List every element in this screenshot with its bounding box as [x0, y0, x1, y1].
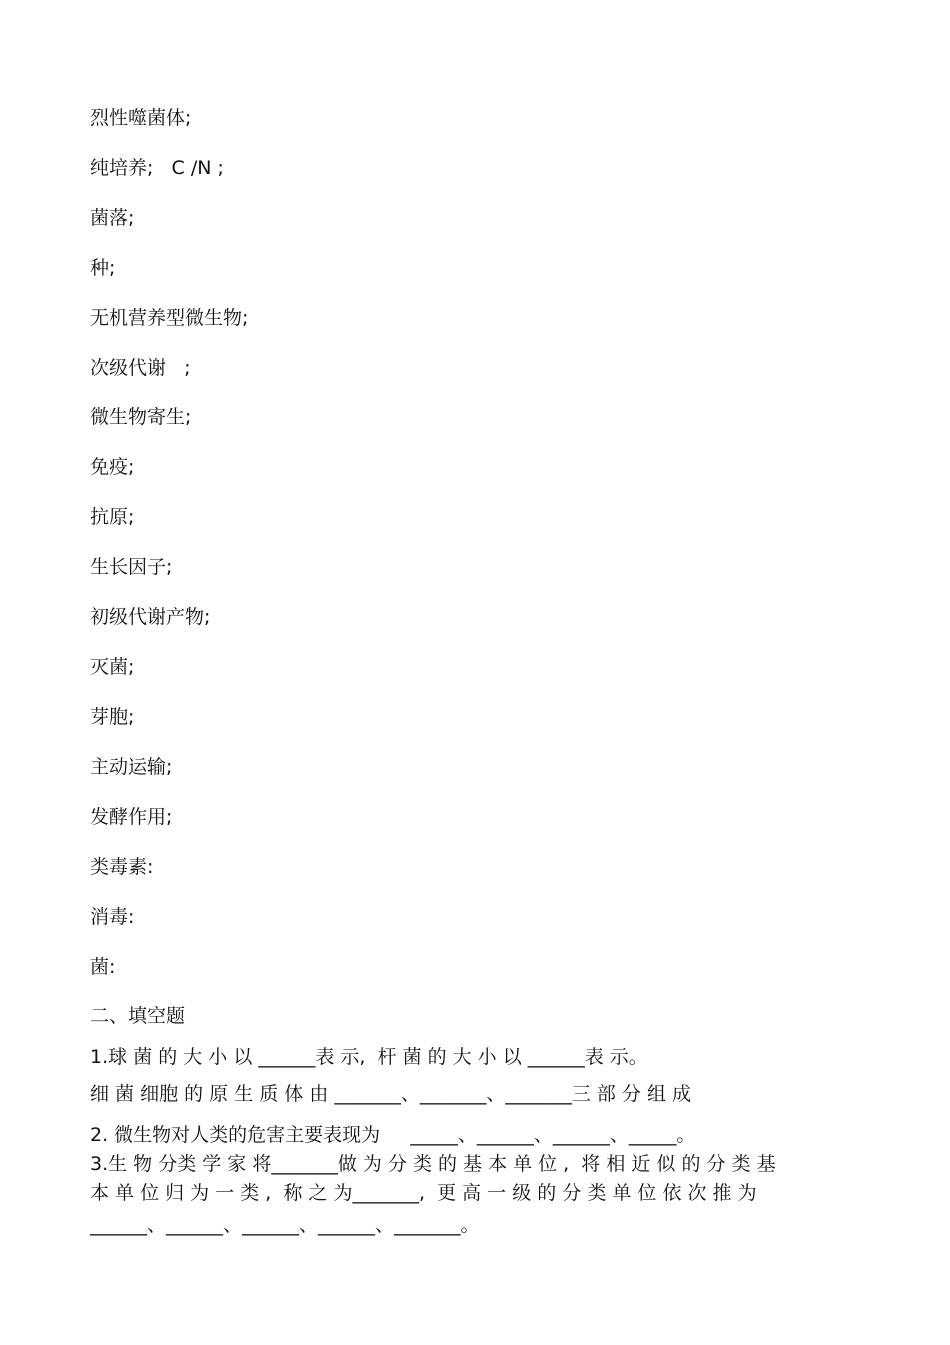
- term-item: 烈性噬菌体;: [90, 107, 192, 129]
- section-heading: 二、填空题: [90, 1005, 186, 1027]
- term-item: 微生物寄生;: [90, 406, 192, 428]
- question-1-line-2: 细 菌 细胞 的 原 生 质 体 由 _______、_______、_______三 部 分 组 成: [90, 1083, 692, 1105]
- term-item: 种;: [90, 257, 116, 279]
- question-2: 2. 微生物对人类的危害主要表现为 _____、______、______、_____。: [90, 1124, 696, 1146]
- term-item: 类毒素:: [90, 856, 154, 878]
- term-item: 菌落;: [90, 207, 135, 229]
- term-item: 主动运输;: [90, 756, 173, 778]
- term-item: 生长因子;: [90, 556, 173, 578]
- term-item: 次级代谢 ;: [90, 357, 191, 379]
- term-item: 初级代谢产物;: [90, 606, 211, 628]
- term-item: 发酵作用;: [90, 806, 173, 828]
- term-item: 芽胞;: [90, 706, 135, 728]
- question-3-line-2: 本 单 位 归 为 一 类 , 称 之 为_______, 更 高 一 级 的 分 类 单 位 依 次 推 为: [90, 1182, 757, 1204]
- term-item: 纯培养; C /N ;: [90, 157, 224, 179]
- term-item: 无机营养型微生物;: [90, 307, 249, 329]
- question-3-line-1: 3.生 物 分类 学 家 将_______做 为 分 类 的 基 本 单 位 , 将 相 近 似 的 分 类 基: [90, 1153, 776, 1175]
- term-item: 免疫;: [90, 456, 135, 478]
- term-item: 灭菌;: [90, 656, 135, 678]
- term-item: 菌:: [90, 956, 116, 978]
- question-1-line-1: 1.球 菌 的 大 小 以 ______表 示, 杆 菌 的 大 小 以 ______表 示。: [90, 1046, 648, 1068]
- term-item: 消毒:: [90, 906, 135, 928]
- question-3-line-3: ______、______、______、______、_______。: [90, 1214, 480, 1236]
- term-item: 抗原;: [90, 506, 135, 528]
